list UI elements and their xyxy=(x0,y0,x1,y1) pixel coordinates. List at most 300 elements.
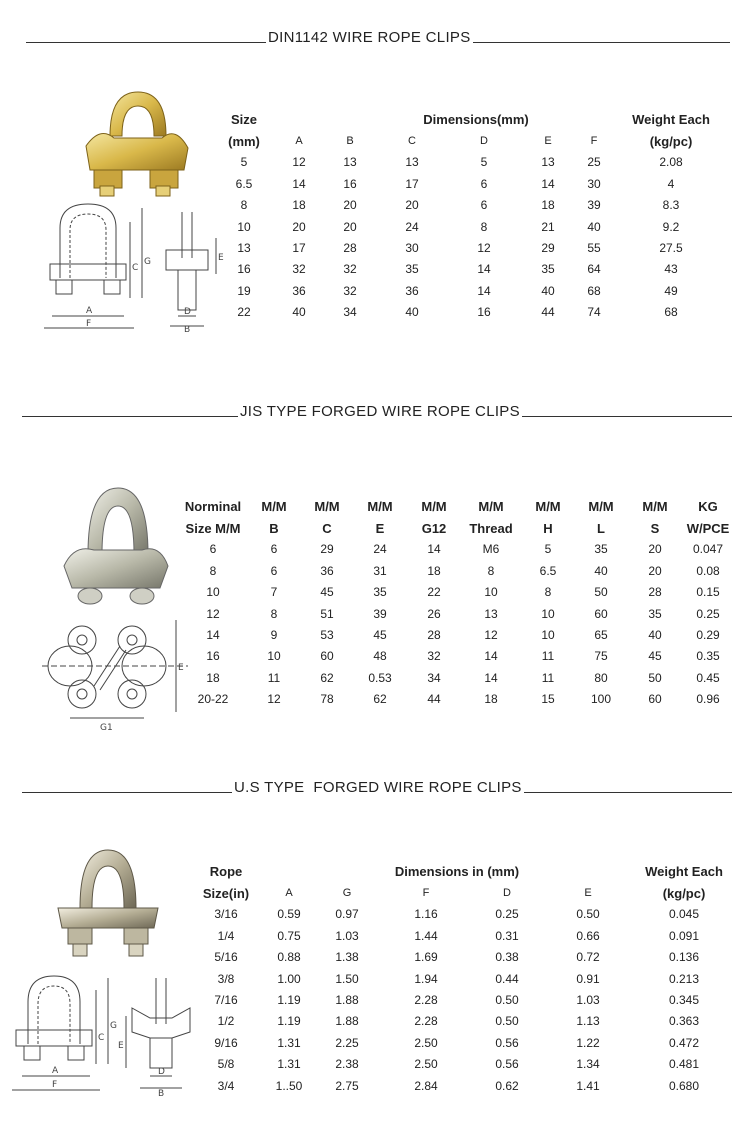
table-cell: 8.3 xyxy=(662,198,680,213)
table-cell: 74 xyxy=(587,305,601,320)
table-cell: 31 xyxy=(373,563,387,578)
table-cell: 35 xyxy=(541,262,555,277)
table-cell: 10 xyxy=(484,585,498,600)
table-cell: 0.38 xyxy=(495,950,519,965)
table-cell: 0.136 xyxy=(668,950,700,965)
din-header-weight: Weight Each xyxy=(632,112,710,128)
din-table-row xyxy=(214,259,730,280)
table-cell: 0.31 xyxy=(495,928,519,943)
din-label-d: D xyxy=(184,307,191,317)
table-cell: 100 xyxy=(590,692,612,707)
table-cell: 60 xyxy=(648,692,662,707)
table-cell: 20 xyxy=(648,563,662,578)
table-cell: 44 xyxy=(427,692,441,707)
us-table-row xyxy=(192,1011,730,1032)
table-cell: 6 xyxy=(480,198,488,213)
jis-table-row xyxy=(180,539,734,560)
us-header-dimensions: Dimensions in (mm) xyxy=(394,864,520,880)
din-label-e: E xyxy=(218,253,224,263)
table-cell: 0.96 xyxy=(696,692,720,707)
table-cell: 1.13 xyxy=(576,1014,600,1029)
table-cell: 14 xyxy=(477,262,491,277)
table-cell: 29 xyxy=(320,542,334,557)
table-cell: 12 xyxy=(477,241,491,256)
jis-title: JIS TYPE FORGED WIRE ROPE CLIPS xyxy=(240,403,520,420)
table-cell: 5/16 xyxy=(214,950,238,965)
table-cell: 0.091 xyxy=(668,928,700,943)
jis-header-mm-thread: M/M xyxy=(478,499,504,515)
table-cell: 16 xyxy=(206,649,220,664)
table-cell: 1.31 xyxy=(277,1035,301,1050)
table-cell: 53 xyxy=(320,628,334,643)
us-table-row xyxy=(192,925,730,946)
jis-table-row xyxy=(180,582,734,603)
table-cell: 2.25 xyxy=(335,1035,359,1050)
jis-header-kg: KG xyxy=(698,499,718,515)
din-clip-photo xyxy=(80,86,192,200)
us-label-a: A xyxy=(52,1066,59,1076)
table-cell: 2.08 xyxy=(659,155,683,170)
table-cell: 8 xyxy=(240,198,248,213)
table-cell: 11 xyxy=(541,670,555,685)
table-cell: 13 xyxy=(405,155,419,170)
us-header-kgpc: (kg/pc) xyxy=(662,885,706,901)
table-cell: 78 xyxy=(320,692,334,707)
table-cell: 30 xyxy=(405,241,419,256)
din-header-size: Size xyxy=(230,112,257,128)
table-cell: 62 xyxy=(320,670,334,685)
table-cell: 10 xyxy=(541,606,555,621)
table-cell: M6 xyxy=(482,542,500,557)
din-header-d: D xyxy=(480,135,488,148)
table-cell: 0.50 xyxy=(495,1014,519,1029)
table-cell: 51 xyxy=(320,606,334,621)
din-table-row xyxy=(214,302,730,323)
jis-header-s: S xyxy=(650,520,660,536)
table-cell: 45 xyxy=(320,585,334,600)
din-header-dimensions: Dimensions(mm) xyxy=(423,112,529,128)
table-cell: 0.50 xyxy=(495,993,519,1008)
table-cell: 1.19 xyxy=(277,1014,301,1029)
table-cell: 20 xyxy=(343,198,357,213)
table-cell: 39 xyxy=(373,606,387,621)
table-cell: 5/8 xyxy=(217,1057,235,1072)
us-header-a: A xyxy=(285,887,293,900)
us-label-g: G xyxy=(110,1021,117,1031)
us-label-e: E xyxy=(118,1041,124,1051)
table-cell: 1.88 xyxy=(335,993,359,1008)
table-cell: 20-22 xyxy=(197,692,229,707)
table-cell: 7 xyxy=(270,585,278,600)
table-cell: 64 xyxy=(587,262,601,277)
table-cell: 0.53 xyxy=(368,670,392,685)
table-cell: 13 xyxy=(237,241,251,256)
table-cell: 10 xyxy=(206,585,220,600)
table-cell: 40 xyxy=(594,563,608,578)
table-cell: 60 xyxy=(320,649,334,664)
table-cell: 36 xyxy=(405,283,419,298)
table-cell: 1.03 xyxy=(576,993,600,1008)
jis-spec-table xyxy=(180,496,734,710)
din-table-row xyxy=(214,173,730,194)
table-cell: 12 xyxy=(292,155,306,170)
table-cell: 0.045 xyxy=(668,907,700,922)
din-label-g: G xyxy=(144,257,151,267)
table-cell: 36 xyxy=(292,283,306,298)
table-cell: 11 xyxy=(267,670,281,685)
table-cell: 0.44 xyxy=(495,971,519,986)
jis-table-row xyxy=(180,603,734,624)
table-cell: 14 xyxy=(541,176,555,191)
table-cell: 1.31 xyxy=(277,1057,301,1072)
table-cell: 55 xyxy=(587,241,601,256)
table-cell: 5 xyxy=(480,155,488,170)
jis-header-b: B xyxy=(269,520,279,536)
table-cell: 20 xyxy=(343,219,357,234)
us-table-row xyxy=(192,1075,730,1096)
table-cell: 0.50 xyxy=(576,907,600,922)
table-cell: 32 xyxy=(343,262,357,277)
table-cell: 2.50 xyxy=(414,1035,438,1050)
table-cell: 6 xyxy=(480,176,488,191)
din-title: DIN1142 WIRE ROPE CLIPS xyxy=(268,29,471,46)
din-header-c: C xyxy=(408,135,416,148)
us-header-rope: Rope xyxy=(209,864,243,880)
table-cell: 45 xyxy=(373,628,387,643)
table-cell: 14 xyxy=(484,649,498,664)
us-label-d: D xyxy=(158,1067,165,1077)
us-table-row xyxy=(192,1032,730,1053)
table-cell: 6 xyxy=(209,542,217,557)
jis-header-mm-l: M/M xyxy=(588,499,614,515)
jis-clip-photo xyxy=(60,484,172,610)
us-spec-table xyxy=(192,861,730,1096)
din-header-a: A xyxy=(295,135,303,148)
table-cell: 13 xyxy=(541,155,555,170)
table-cell: 35 xyxy=(373,585,387,600)
jis-table-row xyxy=(180,646,734,667)
table-cell: 0.363 xyxy=(668,1014,700,1029)
table-cell: 0.56 xyxy=(495,1035,519,1050)
table-cell: 14 xyxy=(292,176,306,191)
table-cell: 0.59 xyxy=(277,907,301,922)
table-cell: 16 xyxy=(477,305,491,320)
table-cell: 8 xyxy=(270,606,278,621)
table-cell: 49 xyxy=(664,283,678,298)
jis-dimension-drawing xyxy=(42,614,188,736)
us-label-c: C xyxy=(98,1033,105,1043)
jis-header-norminal: Norminal xyxy=(184,499,242,515)
table-cell: 1.03 xyxy=(335,928,359,943)
din-label-f: F xyxy=(86,319,92,329)
us-label-f: F xyxy=(52,1080,58,1090)
table-cell: 8 xyxy=(209,563,217,578)
table-cell: 4 xyxy=(667,176,675,191)
table-cell: 32 xyxy=(343,283,357,298)
table-cell: 18 xyxy=(541,198,555,213)
table-cell: 40 xyxy=(292,305,306,320)
din-table-row xyxy=(214,280,730,301)
table-cell: 18 xyxy=(206,670,220,685)
table-cell: 44 xyxy=(541,305,555,320)
table-cell: 39 xyxy=(587,198,601,213)
table-cell: 34 xyxy=(427,670,441,685)
us-header-d: D xyxy=(503,887,511,900)
table-cell: 9/16 xyxy=(214,1035,238,1050)
din-table-row xyxy=(214,195,730,216)
table-cell: 3/4 xyxy=(217,1078,235,1093)
table-cell: 1.44 xyxy=(414,928,438,943)
us-header-g: G xyxy=(342,887,352,900)
table-cell: 21 xyxy=(541,219,555,234)
table-cell: 17 xyxy=(292,241,306,256)
table-cell: 27.5 xyxy=(659,241,683,256)
table-cell: 0.62 xyxy=(495,1078,519,1093)
table-cell: 32 xyxy=(427,649,441,664)
table-cell: 18 xyxy=(292,198,306,213)
table-cell: 12 xyxy=(267,692,281,707)
table-cell: 8 xyxy=(487,563,495,578)
table-cell: 6.5 xyxy=(235,176,253,191)
us-clip-photo xyxy=(56,846,160,964)
jis-table-row xyxy=(180,689,734,710)
table-cell: 2.84 xyxy=(414,1078,438,1093)
us-header-f: F xyxy=(422,887,430,900)
us-header-size: Size(in) xyxy=(202,885,250,901)
table-cell: 8 xyxy=(544,585,552,600)
table-cell: 45 xyxy=(648,649,662,664)
table-cell: 1.88 xyxy=(335,1014,359,1029)
table-cell: 1.38 xyxy=(335,950,359,965)
din-dimension-drawing xyxy=(42,198,224,334)
table-cell: 9.2 xyxy=(662,219,680,234)
table-cell: 1.34 xyxy=(576,1057,600,1072)
table-cell: 20 xyxy=(405,198,419,213)
table-cell: 35 xyxy=(405,262,419,277)
us-header-weight: Weight Each xyxy=(645,864,723,880)
table-cell: 3/8 xyxy=(217,971,235,986)
table-cell: 12 xyxy=(484,628,498,643)
table-cell: 40 xyxy=(587,219,601,234)
table-cell: 2.75 xyxy=(335,1078,359,1093)
table-cell: 18 xyxy=(484,692,498,707)
us-table-row xyxy=(192,947,730,968)
din-table-row xyxy=(214,152,730,173)
table-cell: 0.72 xyxy=(576,950,600,965)
jis-header-mm-s: M/M xyxy=(642,499,668,515)
jis-header-mm-b: M/M xyxy=(261,499,287,515)
table-cell: 16 xyxy=(237,262,251,277)
table-cell: 1.41 xyxy=(576,1078,600,1093)
table-cell: 1.22 xyxy=(576,1035,600,1050)
jis-header-e: E xyxy=(375,520,385,536)
table-cell: 6 xyxy=(270,563,278,578)
table-cell: 0.75 xyxy=(277,928,301,943)
table-cell: 0.15 xyxy=(696,585,720,600)
table-cell: 0.680 xyxy=(668,1078,700,1093)
table-cell: 0.56 xyxy=(495,1057,519,1072)
jis-header-thread: Thread xyxy=(469,520,513,536)
table-cell: 14 xyxy=(484,670,498,685)
jis-header-c: C xyxy=(322,520,332,536)
table-cell: 68 xyxy=(587,283,601,298)
table-cell: 22 xyxy=(427,585,441,600)
table-cell: 75 xyxy=(594,649,608,664)
table-cell: 43 xyxy=(664,262,678,277)
table-cell: 24 xyxy=(405,219,419,234)
table-cell: 0.481 xyxy=(668,1057,700,1072)
table-cell: 28 xyxy=(648,585,662,600)
table-cell: 19 xyxy=(237,283,251,298)
table-cell: 30 xyxy=(587,176,601,191)
jis-header-wpce: W/PCE xyxy=(686,520,730,536)
table-cell: 2.50 xyxy=(414,1057,438,1072)
table-cell: 50 xyxy=(594,585,608,600)
table-cell: 48 xyxy=(373,649,387,664)
us-table-row xyxy=(192,968,730,989)
table-cell: 60 xyxy=(594,606,608,621)
din-label-c: C xyxy=(132,263,139,273)
table-cell: 24 xyxy=(373,542,387,557)
din-spec-table xyxy=(214,109,730,323)
table-cell: 15 xyxy=(541,692,555,707)
table-cell: 12 xyxy=(206,606,220,621)
din-header-e: E xyxy=(544,135,552,148)
jis-header-g12: G12 xyxy=(421,520,447,536)
us-table-row xyxy=(192,904,730,925)
us-header-e: E xyxy=(584,887,592,900)
table-cell: 13 xyxy=(343,155,357,170)
table-cell: 40 xyxy=(541,283,555,298)
jis-table-row xyxy=(180,667,734,688)
jis-header-mm-g12: M/M xyxy=(421,499,447,515)
table-cell: 25 xyxy=(587,155,601,170)
table-cell: 32 xyxy=(292,262,306,277)
table-cell: 0.29 xyxy=(696,628,720,643)
jis-header-l: L xyxy=(597,520,605,536)
table-cell: 40 xyxy=(648,628,662,643)
din-label-b: B xyxy=(184,325,191,334)
table-cell: 1.16 xyxy=(414,907,438,922)
table-cell: 14 xyxy=(477,283,491,298)
table-cell: 0.97 xyxy=(335,907,359,922)
table-cell: 10 xyxy=(237,219,251,234)
din-label-a: A xyxy=(86,306,93,316)
table-cell: 22 xyxy=(237,305,251,320)
table-cell: 6.5 xyxy=(539,563,557,578)
table-cell: 1/4 xyxy=(217,928,235,943)
table-cell: 65 xyxy=(594,628,608,643)
jis-label-g1: G1 xyxy=(100,723,113,733)
table-cell: 35 xyxy=(648,606,662,621)
table-cell: 0.472 xyxy=(668,1035,700,1050)
us-dimension-drawing xyxy=(10,968,196,1098)
din-header-unit: (mm) xyxy=(228,133,260,149)
table-cell: 16 xyxy=(343,176,357,191)
table-cell: 20 xyxy=(292,219,306,234)
table-cell: 1.00 xyxy=(277,971,301,986)
table-cell: 0.88 xyxy=(277,950,301,965)
table-cell: 11 xyxy=(541,649,555,664)
table-cell: 0.25 xyxy=(495,907,519,922)
table-cell: 68 xyxy=(664,305,678,320)
table-cell: 1.94 xyxy=(414,971,438,986)
table-cell: 34 xyxy=(343,305,357,320)
table-cell: 0.45 xyxy=(696,670,720,685)
jis-table-row xyxy=(180,624,734,645)
table-cell: 0.08 xyxy=(696,563,720,578)
jis-header-size: Size M/M xyxy=(185,520,241,536)
din-table-row xyxy=(214,237,730,258)
table-cell: 2.38 xyxy=(335,1057,359,1072)
din-table-row xyxy=(214,216,730,237)
table-cell: 9 xyxy=(270,628,278,643)
table-cell: 20 xyxy=(648,542,662,557)
table-cell: 5 xyxy=(544,542,552,557)
table-cell: 2.28 xyxy=(414,1014,438,1029)
jis-header-mm-c: M/M xyxy=(314,499,340,515)
jis-label-e: E xyxy=(178,663,184,673)
us-label-b: B xyxy=(158,1089,165,1098)
table-cell: 5 xyxy=(240,155,248,170)
table-cell: 28 xyxy=(427,628,441,643)
table-cell: 17 xyxy=(405,176,419,191)
table-cell: 3/16 xyxy=(214,907,238,922)
table-cell: 80 xyxy=(594,670,608,685)
table-cell: 18 xyxy=(427,563,441,578)
table-cell: 14 xyxy=(427,542,441,557)
table-cell: 35 xyxy=(594,542,608,557)
table-cell: 1/2 xyxy=(217,1014,235,1029)
table-cell: 1.69 xyxy=(414,950,438,965)
table-cell: 10 xyxy=(267,649,281,664)
table-cell: 0.91 xyxy=(576,971,600,986)
table-cell: 2.28 xyxy=(414,993,438,1008)
table-cell: 8 xyxy=(480,219,488,234)
jis-table-row xyxy=(180,560,734,581)
table-cell: 1.19 xyxy=(277,993,301,1008)
table-cell: 0.047 xyxy=(692,542,724,557)
table-cell: 0.213 xyxy=(668,971,700,986)
table-cell: 50 xyxy=(648,670,662,685)
us-table-row xyxy=(192,989,730,1010)
din-header-b: B xyxy=(346,135,354,148)
table-cell: 10 xyxy=(541,628,555,643)
jis-header-mm-h: M/M xyxy=(535,499,561,515)
table-cell: 13 xyxy=(484,606,498,621)
table-cell: 26 xyxy=(427,606,441,621)
table-cell: 6 xyxy=(270,542,278,557)
table-cell: 7/16 xyxy=(214,993,238,1008)
jis-header-mm-e: M/M xyxy=(367,499,393,515)
din-header-kgpc: (kg/pc) xyxy=(649,133,693,149)
jis-header-h: H xyxy=(543,520,553,536)
table-cell: 1..50 xyxy=(275,1078,303,1093)
table-cell: 28 xyxy=(343,241,357,256)
table-cell: 0.66 xyxy=(576,928,600,943)
table-cell: 40 xyxy=(405,305,419,320)
table-cell: 36 xyxy=(320,563,334,578)
us-table-row xyxy=(192,1054,730,1075)
table-cell: 1.50 xyxy=(335,971,359,986)
table-cell: 0.345 xyxy=(668,993,700,1008)
table-cell: 0.35 xyxy=(696,649,720,664)
us-title: U.S TYPE FORGED WIRE ROPE CLIPS xyxy=(234,779,522,796)
table-cell: 62 xyxy=(373,692,387,707)
table-cell: 14 xyxy=(206,628,220,643)
table-cell: 0.25 xyxy=(696,606,720,621)
table-cell: 29 xyxy=(541,241,555,256)
